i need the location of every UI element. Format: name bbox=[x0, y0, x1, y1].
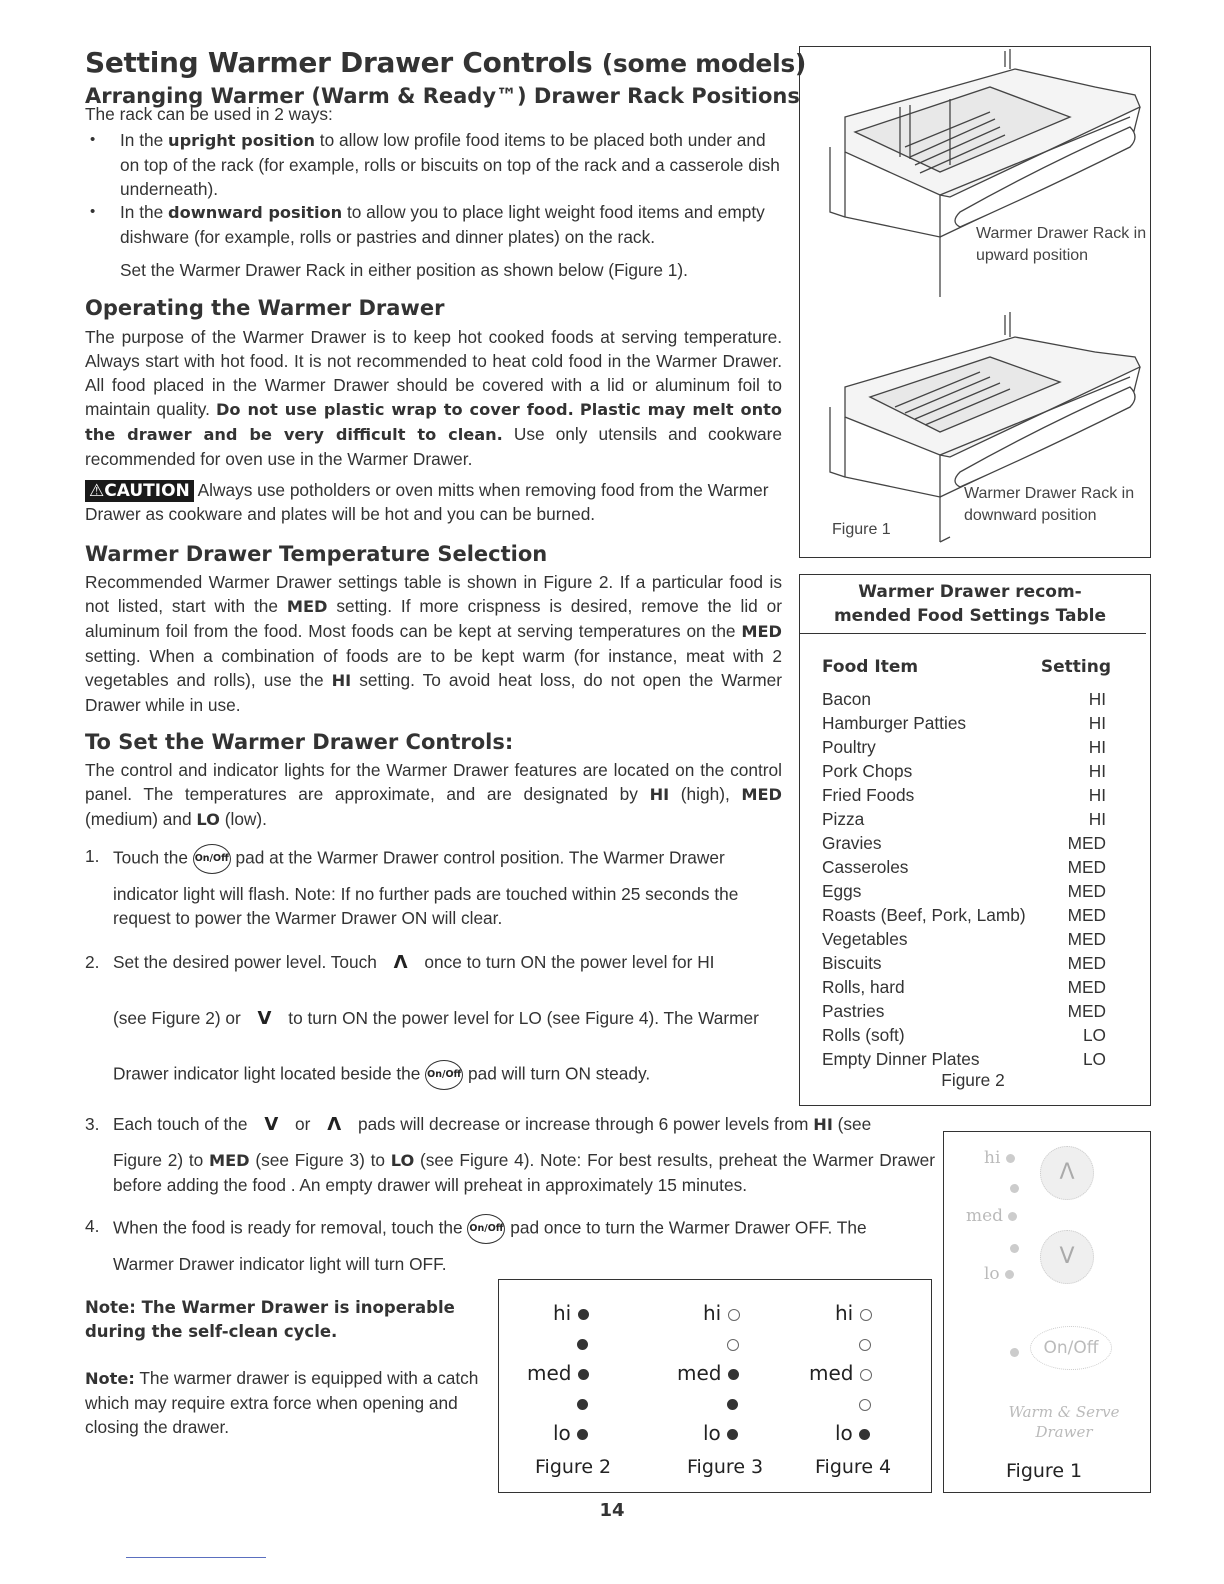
up-arrow-icon: Λ bbox=[327, 1114, 342, 1135]
table-header bbox=[822, 655, 1111, 679]
figure-3-label: Figure 3 bbox=[687, 1456, 764, 1478]
step-2-line-2: (see Figure 2) or V to turn ON the power level for LO (see Figure 4). The Warmer bbox=[113, 1008, 759, 1029]
panel-dot bbox=[1010, 1184, 1019, 1193]
up-arrow-icon: Λ bbox=[393, 952, 408, 973]
step-3-text: Figure 2) to MED (see Figure 3) to LO (see Figure 4). Note: For best results, preheat the Warmer Drawer before adding the food . An empty drawer will preheat in approximately 15 minutes. bbox=[113, 1150, 935, 1195]
food-item: Casseroles bbox=[822, 857, 909, 877]
table-row bbox=[822, 735, 1106, 759]
indicator-dot bbox=[577, 1339, 588, 1350]
down-arrow-icon: V bbox=[257, 1008, 272, 1029]
indicator-dot-off bbox=[859, 1399, 871, 1411]
indicator-dot bbox=[578, 1309, 589, 1320]
down-arrow-icon: V bbox=[264, 1114, 279, 1135]
food-setting: MED bbox=[1067, 833, 1106, 853]
caution-badge: ⚠CAUTION bbox=[85, 480, 194, 502]
table-row bbox=[822, 999, 1106, 1023]
page-title bbox=[85, 46, 806, 79]
onoff-pad-icon: On/Off bbox=[425, 1060, 463, 1090]
food-setting: HI bbox=[1088, 761, 1106, 781]
indicator-dot bbox=[577, 1429, 588, 1440]
step-4-line: When the food is ready for removal, touch the On/Off pad once to turn the Warmer Drawer OFF. The bbox=[113, 1214, 943, 1244]
table-row bbox=[822, 975, 1106, 999]
food-item: Fried Foods bbox=[822, 785, 915, 805]
table-row bbox=[822, 1023, 1106, 1047]
food-item: Pork Chops bbox=[822, 761, 913, 781]
food-setting: HI bbox=[1088, 713, 1106, 733]
food-item: Rolls, hard bbox=[822, 977, 905, 997]
indicator-dot bbox=[578, 1369, 589, 1380]
indicator-dot bbox=[577, 1399, 588, 1410]
controls-paragraph: The control and indicator lights for the Warmer Drawer features are located on the control panel. The temperatures are approximate, and are designated by HI (high), MED (medium) and LO (low). bbox=[85, 760, 782, 829]
drawer-illustration bbox=[800, 47, 1150, 557]
col-food: Food Item bbox=[822, 657, 919, 677]
food-item: Biscuits bbox=[822, 953, 882, 973]
table-row bbox=[822, 1047, 1106, 1071]
food-setting: MED bbox=[1067, 905, 1106, 925]
panel-up-button[interactable]: Λ bbox=[1040, 1146, 1094, 1200]
note-self-clean: Note: The Warmer Drawer is inoperable during the self-clean cycle. bbox=[85, 1298, 455, 1341]
food-setting: MED bbox=[1067, 857, 1106, 877]
table-title: Warmer Drawer recom-mended Food Settings Table bbox=[833, 582, 1107, 626]
indicator-dot-off bbox=[728, 1309, 740, 1321]
title-suffix: (some models) bbox=[601, 49, 807, 78]
indicator-dot bbox=[859, 1429, 870, 1440]
col-setting: Setting bbox=[1040, 657, 1111, 677]
caption-downward: Warmer Drawer Rack in downward position bbox=[964, 485, 1135, 524]
food-item: Poultry bbox=[822, 737, 876, 757]
step-1-line: Touch the On/Off pad at the Warmer Drawer control position. The Warmer Drawer bbox=[113, 844, 783, 874]
panel-onoff-button[interactable]: On/Off bbox=[1030, 1326, 1112, 1370]
food-setting: HI bbox=[1088, 689, 1106, 709]
table-rows bbox=[822, 687, 1106, 1071]
onoff-pad-icon: On/Off bbox=[193, 844, 231, 874]
indicator-dot-off bbox=[860, 1369, 872, 1381]
operating-paragraph: The purpose of the Warmer Drawer is to keep hot cooked foods at serving temperature. Always start with hot food. It is not recommended to heat cold food in the Warmer Drawer. All food placed in the Warmer Drawer should be covered with a lid or aluminum foil to maintain quality. Do not use plastic wrap to cover food. Plastic may melt onto the drawer and be very difficult to clean. Use only utensils and cookware recommended for oven use in the Warmer Drawer. bbox=[85, 327, 782, 469]
step-1-number: 1. bbox=[85, 846, 100, 866]
step-1-text: indicator light will flash. Note: If no further pads are touched within 25 seconds the request to power the Warmer Drawer ON will clear. bbox=[113, 884, 739, 928]
food-item: Rolls (soft) bbox=[822, 1025, 905, 1045]
food-setting: LO bbox=[1082, 1025, 1106, 1045]
indicator-dot bbox=[727, 1399, 738, 1410]
table-row bbox=[822, 831, 1106, 855]
indicator-dot bbox=[727, 1429, 738, 1440]
rack-intro: The rack can be used in 2 ways: bbox=[85, 104, 333, 124]
table-row bbox=[822, 855, 1106, 879]
rack-set-text: Set the Warmer Drawer Rack in either position as shown below (Figure 1). bbox=[120, 260, 688, 280]
table-row bbox=[822, 903, 1106, 927]
food-settings-table bbox=[799, 574, 1151, 1106]
step-3-line: Each touch of the V or Λ pads will decrease or increase through 6 power levels from HI (see bbox=[113, 1114, 872, 1135]
food-item: Eggs bbox=[822, 881, 862, 901]
rack-bullet-1: • In the upright position to allow low profile food items to be placed both under and on top of the rack (for example, rolls or biscuits on top of the rack and a casserole dish underneath). bbox=[90, 130, 780, 199]
panel-lo-label: lo bbox=[984, 1264, 1014, 1284]
panel-down-button[interactable]: V bbox=[1040, 1230, 1094, 1284]
food-setting: HI bbox=[1088, 785, 1106, 805]
table-row bbox=[822, 879, 1106, 903]
food-item: Pastries bbox=[822, 1001, 885, 1021]
food-item: Gravies bbox=[822, 833, 882, 853]
indicator-dot-off bbox=[859, 1339, 871, 1351]
rack-bullet-2: • In the downward position to allow you to place light weight food items and empty dishware (for example, rolls or pastries and dinner plates) on the rack. bbox=[90, 202, 765, 247]
figure-2-indicators: hi med lo bbox=[527, 1298, 617, 1448]
table-row bbox=[822, 687, 1106, 711]
step-2-line-1: Set the desired power level. Touch Λ once to turn ON the power level for HI bbox=[113, 952, 715, 973]
step-3-number: 3. bbox=[85, 1114, 100, 1134]
caution-paragraph: ⚠CAUTION Always use potholders or oven mitts when removing food from the Warmer Drawer as cookware and plates will be hot and you can be burned. bbox=[85, 480, 769, 524]
onoff-pad-icon: On/Off bbox=[467, 1214, 505, 1244]
note-catch: Note: The warmer drawer is equipped with a catch which may require extra force when opening and closing the drawer. bbox=[85, 1368, 479, 1437]
indicator-dot bbox=[728, 1369, 739, 1380]
food-setting: MED bbox=[1067, 881, 1106, 901]
food-setting: MED bbox=[1067, 953, 1106, 973]
food-item: Hamburger Patties bbox=[822, 713, 967, 733]
page-number: 14 bbox=[599, 1500, 625, 1521]
table-row bbox=[822, 759, 1106, 783]
temp-heading: Warmer Drawer Temperature Selection bbox=[85, 542, 548, 566]
food-item: Roasts (Beef, Pork, Lamb) bbox=[822, 905, 1026, 925]
footer-rule bbox=[126, 1557, 266, 1558]
step-4-number: 4. bbox=[85, 1216, 100, 1236]
panel-dot bbox=[1010, 1244, 1019, 1253]
step-2-line-3: Drawer indicator light located beside the On/Off pad will turn ON steady. bbox=[113, 1060, 783, 1090]
temp-paragraph: Recommended Warmer Drawer settings table is shown in Figure 2. If a particular food is not listed, start with the MED setting. If more crispness is desired, remove the lid or aluminum foil from the food. Most foods can be kept at serving temperatures on the MED setting. When a combination of foods are to be kept warm (for instance, meat with 2 vegetables and rolls), use the HI setting. To avoid heat loss, do not open the Warmer Drawer while in use. bbox=[85, 572, 782, 715]
food-setting: HI bbox=[1088, 809, 1106, 829]
food-item: Vegetables bbox=[822, 929, 908, 949]
figure-1-label: Figure 1 bbox=[832, 521, 891, 538]
food-setting: MED bbox=[1067, 929, 1106, 949]
panel-onoff-dot bbox=[1010, 1348, 1019, 1357]
figure-3-indicators: hi med lo bbox=[677, 1298, 767, 1448]
panel-figure-label: Figure 1 bbox=[1006, 1460, 1083, 1482]
table-row bbox=[822, 807, 1106, 831]
step-2-number: 2. bbox=[85, 952, 100, 972]
table-row bbox=[822, 951, 1106, 975]
caption-upward: Warmer Drawer Rack in upward position bbox=[976, 225, 1147, 264]
indicator-dot-off bbox=[727, 1339, 739, 1351]
step-4-text: Warmer Drawer indicator light will turn OFF. bbox=[113, 1254, 447, 1274]
panel-med-label: med bbox=[966, 1206, 1017, 1226]
food-setting: LO bbox=[1082, 1049, 1106, 1069]
panel-brand: Warm & Serve Drawer bbox=[1008, 1403, 1120, 1441]
food-setting: HI bbox=[1088, 737, 1106, 757]
table-caption: Figure 2 bbox=[941, 1070, 1005, 1090]
figure-1-drawers bbox=[799, 46, 1151, 558]
panel-hi-label: hi bbox=[984, 1148, 1015, 1168]
title-main: Setting Warmer Drawer Controls bbox=[85, 46, 593, 79]
figure-4-indicators: hi med lo bbox=[809, 1298, 899, 1448]
food-item: Pizza bbox=[822, 809, 865, 829]
food-setting: MED bbox=[1067, 1001, 1106, 1021]
table-row bbox=[822, 711, 1106, 735]
table-row bbox=[822, 927, 1106, 951]
figure-2-label: Figure 2 bbox=[535, 1456, 612, 1478]
indicator-dot-off bbox=[860, 1309, 872, 1321]
food-item: Empty Dinner Plates bbox=[822, 1049, 980, 1069]
indicator-figures bbox=[498, 1279, 932, 1493]
rack-heading: Arranging Warmer (Warm & Ready™) Drawer Rack Positions bbox=[85, 84, 800, 108]
operating-heading: Operating the Warmer Drawer bbox=[85, 296, 445, 320]
food-setting: MED bbox=[1067, 977, 1106, 997]
food-item: Bacon bbox=[822, 689, 872, 709]
controls-heading: To Set the Warmer Drawer Controls: bbox=[85, 730, 514, 754]
control-panel-figure bbox=[943, 1131, 1151, 1493]
table-row bbox=[822, 783, 1106, 807]
figure-4-label: Figure 4 bbox=[815, 1456, 892, 1478]
